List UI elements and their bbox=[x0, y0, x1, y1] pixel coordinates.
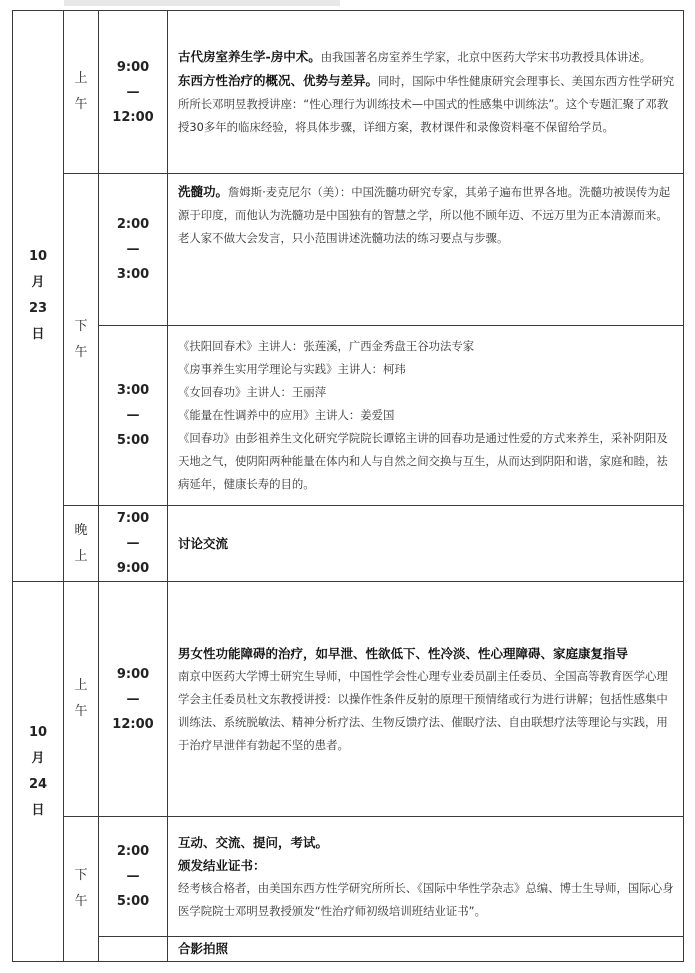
session-title: 合影拍照 bbox=[178, 941, 229, 956]
time-dash: — bbox=[126, 84, 140, 100]
period-char: 午 bbox=[74, 894, 88, 909]
table-row bbox=[13, 817, 684, 937]
time-dash: — bbox=[126, 408, 140, 423]
period-char: 晚 bbox=[74, 522, 88, 538]
time-end: 5:00 bbox=[116, 433, 150, 448]
time-start: 9:00 bbox=[116, 59, 150, 75]
table-row bbox=[13, 582, 684, 817]
time-start: 2:00 bbox=[116, 217, 150, 232]
session-title: 古代房室养生学-房中术。 bbox=[178, 49, 321, 64]
time-start: 7:00 bbox=[116, 511, 150, 526]
time-end: 9:00 bbox=[116, 561, 150, 576]
date-char: 月 bbox=[31, 750, 45, 766]
date-char: 日 bbox=[31, 327, 45, 342]
period-char: 午 bbox=[74, 344, 88, 360]
session-text: 由我国著名房室养生学家，北京中医药大学宋书功教授具体讲述。 bbox=[320, 50, 652, 64]
date-char: 23 bbox=[28, 301, 48, 316]
time-dash: — bbox=[126, 869, 140, 884]
table-row bbox=[13, 326, 684, 506]
time-end: 5:00 bbox=[116, 894, 150, 909]
time-end: 3:00 bbox=[116, 267, 150, 282]
time-end: 12:00 bbox=[112, 109, 154, 125]
period-cell-morning bbox=[64, 582, 99, 817]
time-cell bbox=[99, 174, 168, 326]
session-description bbox=[168, 11, 684, 174]
period-cell-afternoon bbox=[64, 174, 99, 506]
session-description bbox=[168, 174, 684, 326]
session-title: 洗髓功。 bbox=[178, 184, 229, 199]
table-row bbox=[13, 937, 684, 962]
session-text: 南京中医药大学博士研究生导师，中国性学会性心理专业委员副主任委员、全国高等教育医学心理学会主任委员杜文东教授讲授：以操作性条件反射的原理干预情绪或行为进行讲解；包括性感集中训练法、系统脱敏法、精神分析疗法、生物反馈疗法、催眠疗法、自由联想疗法等理论与实践，用于治疗早泄伴有勃起不坚的患者。 bbox=[178, 668, 668, 752]
table-row bbox=[13, 174, 684, 326]
session-text: 同时，国际中华性健康研究会理事长、美国东西方性学研究所所长邓明昱教授讲座：“性心理行为训练技术—中国式的性感集中训练法”。这个专题汇聚了邓教授30多年的临床经验，将具体步骤，详细方案，教材课件和录像资料毫不保留给学员。 bbox=[178, 74, 675, 134]
time-cell bbox=[99, 506, 168, 582]
period-cell-evening bbox=[64, 506, 99, 582]
session-text: 詹姆斯·麦克尼尔（美）：中国洗髓功研究专家，其弟子遍布世界各地。洗髓功被误传为起源于印度，而他认为洗髓功是中国独有的智慧之学，所以他不顾年迈、不远万里为正本清源而来。老人家不做大会发言，只小范围讲述洗髓功法的练习要点与步骤。 bbox=[178, 185, 671, 245]
time-start: 2:00 bbox=[116, 844, 150, 859]
session-description bbox=[168, 582, 684, 817]
session-description bbox=[168, 937, 684, 962]
time-cell bbox=[99, 11, 168, 174]
time-dash: — bbox=[126, 242, 140, 257]
period-char: 上 bbox=[74, 71, 88, 86]
session-title: 东西方性治疗的概况、优势与差异。 bbox=[178, 73, 379, 88]
date-char: 日 bbox=[31, 802, 45, 818]
time-start: 9:00 bbox=[116, 666, 150, 682]
time-start: 3:00 bbox=[116, 383, 150, 398]
lecture-line: 《女回春功》主讲人：王丽萍 bbox=[178, 385, 327, 399]
period-char: 午 bbox=[74, 704, 88, 719]
date-cell-oct-24 bbox=[13, 582, 64, 962]
date-cell-oct-23 bbox=[13, 11, 64, 582]
session-title: 互动、交流、提问，考试。 bbox=[178, 834, 329, 850]
period-char: 午 bbox=[74, 97, 88, 112]
date-char: 24 bbox=[28, 776, 48, 792]
session-description bbox=[168, 817, 684, 937]
schedule-table bbox=[12, 10, 684, 962]
period-char: 上 bbox=[74, 548, 88, 564]
time-dash: — bbox=[126, 536, 140, 551]
period-char: 下 bbox=[74, 868, 88, 883]
time-cell-empty bbox=[99, 937, 168, 962]
date-char: 月 bbox=[31, 275, 45, 290]
lecture-line: 《扶阳回春术》主讲人：张莲溪，广西金秀盘王谷功法专家 bbox=[178, 339, 475, 353]
lecture-paragraph: 《回春功》由彭祖养生文化研究学院院长谭铭主讲的回春功是通过性爱的方式来养生，采补阴阳及天地之气，使阴阳两种能量在体内和人与自然之间交换与互生，从而达到阴阳和谐，家庭和睦，祛病延年，健康长寿的目的。 bbox=[178, 431, 668, 491]
session-description bbox=[168, 326, 684, 506]
table-row bbox=[13, 11, 684, 174]
lecture-line: 《能量在性调养中的应用》主讲人：姜爱国 bbox=[178, 408, 395, 422]
time-dash: — bbox=[126, 691, 140, 707]
time-cell bbox=[99, 326, 168, 506]
time-end: 12:00 bbox=[112, 716, 154, 732]
period-cell-afternoon bbox=[64, 817, 99, 962]
lecture-line: 《房事养生实用学理论与实践》主讲人：柯玮 bbox=[178, 362, 406, 376]
time-cell bbox=[99, 817, 168, 937]
session-text: 经考核合格者，由美国东西方性学研究所所长、《国际中华性学杂志》总编、博士生导师，国际心身医学院院士邓明昱教授颁发“性治疗师初级培训班结业证书”。 bbox=[178, 880, 674, 918]
date-char: 10 bbox=[28, 724, 48, 740]
period-char: 上 bbox=[74, 678, 88, 693]
table-row bbox=[13, 506, 684, 582]
time-cell bbox=[99, 582, 168, 817]
period-cell-morning bbox=[64, 11, 99, 174]
period-char: 下 bbox=[74, 318, 88, 334]
session-title: 讨论交流 bbox=[178, 535, 229, 551]
date-char: 10 bbox=[28, 249, 48, 264]
session-title: 男女性功能障碍的治疗，如早泄、性欲低下、性冷淡、性心理障碍、家庭康复指导 bbox=[178, 645, 629, 661]
top-tab-stub bbox=[64, 0, 340, 6]
session-title: 颁发结业证书： bbox=[178, 857, 266, 873]
session-description bbox=[168, 506, 684, 582]
